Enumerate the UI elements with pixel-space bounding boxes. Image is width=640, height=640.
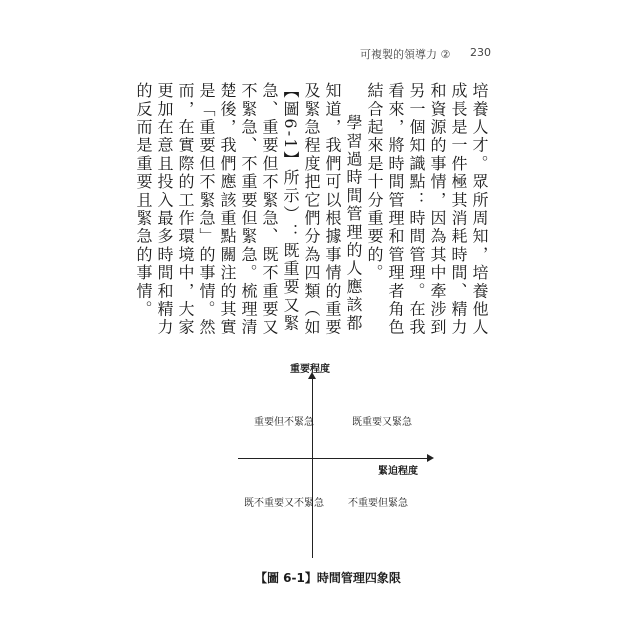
- running-header: [0, 46, 640, 62]
- body-text: [134, 82, 490, 344]
- paragraph-1: 培養人才。眾所周知，培養他人成長是一件極其消耗時間、精力和資源的事情，因為其中牽涉到另一個知識點：時間管理。在我看來，將時間管理和管理者角色結合起來是十分重要的。: [365, 82, 489, 337]
- quadrant-diagram: [230, 360, 430, 560]
- x-axis-label: 緊迫程度: [378, 466, 418, 477]
- y-axis-label: 重要程度: [290, 364, 330, 375]
- page-number: 230: [470, 46, 491, 59]
- x-axis-arrow: [238, 458, 428, 459]
- y-axis-arrow: [312, 378, 313, 558]
- book-title: 可複製的領導力 ②: [360, 48, 451, 61]
- quadrant-top-left: 重要但不緊急: [254, 417, 314, 428]
- quadrant-top-right: 既重要又緊急: [352, 417, 412, 428]
- figure-caption: 【圖 6-1】時間管理四象限: [255, 571, 401, 585]
- quadrant-bottom-right: 不重要但緊急: [348, 498, 408, 509]
- quadrant-bottom-left: 既不重要又不緊急: [244, 498, 324, 509]
- paragraph-2: 學習過時間管理的人應該都知道，我們可以根據事情的重要及緊急程度把它們分為四類（如【圖6-1】所示）：既重要又緊急、重要但不緊急、既不重要又不緊急、不重要但緊急。梳理清楚後，我們應該重點關注的其實是「重要但不緊急」的事情。然而，在實際的工作環境中，大家更加在意且投入最多時間和精力的反而是重要且緊急的事情。: [134, 82, 363, 337]
